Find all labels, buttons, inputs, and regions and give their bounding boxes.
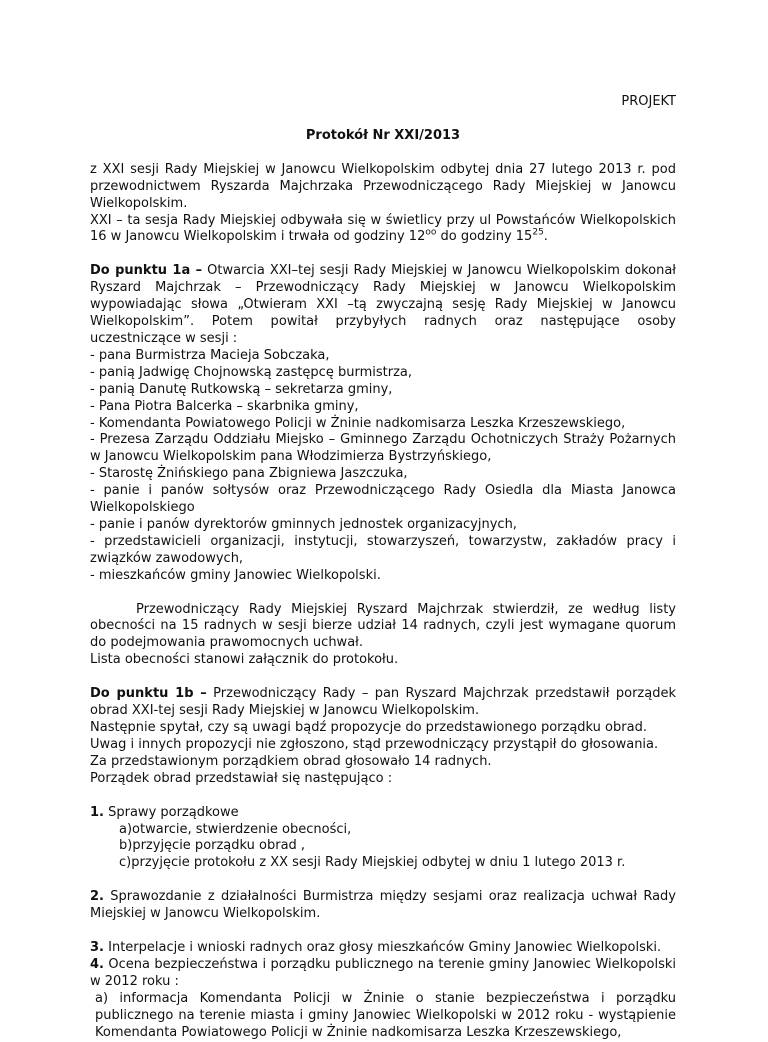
attendee-item: - przedstawicieli organizacji, instytucji, stowarzyszeń, towarzystw, zakładów pracy i związków zawodowych, xyxy=(90,533,676,566)
agenda-items-3-4 xyxy=(90,940,676,1041)
attendee-item: - Prezesa Zarządu Oddziału Miejsko – Gminnego Zarządu Ochotniczych Straży Pożarnych w Janowcu Wielkopolskim pana Włodzimierza Bystrzyńskiego, xyxy=(90,432,676,465)
session-location-paragraph xyxy=(90,213,676,247)
agenda-item-number: 2. xyxy=(90,889,104,905)
attendance-note: Lista obecności stanowi załącznik do protokołu. xyxy=(90,652,399,668)
location-text: XXI – ta sesja Rady Miejskiej odbywała się w świetlicy przy ul Powstańców Wielkopolskich 16 w Janowcu Wielkopolskim i trwała od godziny 12 xyxy=(90,212,676,245)
attendee-item: - mieszkańców gminy Janowiec Wielkopolski. xyxy=(90,567,381,583)
agenda-subitem: b)przyjęcie porządku obrad , xyxy=(119,838,306,854)
agenda-item-4a-paragraph: a) informacja Komendanta Policji w Żninie o stanie bezpieczeństwa i porządku publicznego na terenie miasta i gminy Janowiec Wielkopolski w 2012 roku - wystąpienie Komendanta Powiatowego Policji w Żninie nadkomisarza Leszka Krzeszewskiego, xyxy=(95,990,676,1040)
section-1b-line: Następnie spytał, czy są uwagi bądź propozycje do przedstawionego porządku obrad. xyxy=(90,720,647,735)
agenda-item-number: 4. xyxy=(90,956,104,972)
intro-paragraph: z XXI sesji Rady Miejskiej w Janowcu Wielkopolskim odbytej dnia 27 lutego 2013 r. pod przewodnictwem Ryszarda Majchrzaka Przewodniczącego Rady Miejskiej w Janowcu Wielkopolskim. xyxy=(90,161,676,211)
draft-label: PROJEKT xyxy=(621,94,676,109)
section-1b xyxy=(90,686,676,787)
attendee-item: - Pana Piotra Balcerka – skarbnika gminy, xyxy=(90,398,359,414)
document-title: Protokół Nr XXI/2013 xyxy=(305,127,461,143)
agenda-item-4-paragraph xyxy=(90,957,676,991)
start-time-superscript: oo xyxy=(425,228,437,239)
end-time-text: do godziny 15 xyxy=(436,229,533,245)
agenda-item-number: 3. xyxy=(90,940,104,956)
intro-block xyxy=(90,162,676,247)
attendee-item: - panie i panów dyrektorów gminnych jednostek organizacyjnych, xyxy=(90,516,517,532)
attendee-item: - panie i panów sołtysów oraz Przewodniczącego Rady Osiedla dla Miasta Janowca Wielkopolskiego xyxy=(90,483,676,516)
section-1b-line: Uwag i innych propozycji nie zgłoszono, stąd przewodniczący przystąpił do głosowania. xyxy=(90,736,659,752)
section-1a-text: Otwarcia XXI–tej sesji Rady Miejskiej w Janowcu Wielkopolskim dokonał Ryszard Majchrzak – Przewodniczący Rady Miejskiej w Janowcu Wielkopolskim wypowiadając słowa „Otwieram XXI –tą zwyczajną sesję Rady Miejskiej w Janowcu Wielkopolskim”. Potem powitał przybyłych radnych oraz następujące osoby uczestniczące w sesji : xyxy=(90,263,676,346)
agenda-item-1 xyxy=(90,805,676,873)
attendee-item: - panią Danutę Rutkowską – sekretarza gminy, xyxy=(90,381,393,397)
attendee-item: - pana Burmistrza Macieja Sobczaka, xyxy=(90,347,330,363)
agenda-subitem: a)otwarcie, stwierdzenie obecności, xyxy=(119,821,352,837)
agenda-item-text: Ocena bezpieczeństwa i porządku publicznego na terenie gminy Janowiec Wielkopolski w 2012 roku : xyxy=(90,956,676,989)
agenda-item-text: Sprawy porządkowe xyxy=(103,804,239,820)
agenda-item-1-heading xyxy=(90,805,676,822)
agenda-item-2-paragraph xyxy=(90,889,676,923)
agenda-item-3-paragraph xyxy=(90,940,676,957)
attendee-item: - panią Jadwigę Chojnowską zastępcę burmistrza, xyxy=(90,364,412,380)
end-time-superscript: 25 xyxy=(532,228,544,239)
agenda-subitem: c)przyjęcie protokołu z XX sesji Rady Miejskiej odbytej w dniu 1 lutego 2013 r. xyxy=(119,855,626,871)
section-1a-paragraph xyxy=(90,263,676,348)
attendee-item: - Starostę Żnińskiego pana Zbigniewa Jaszczuka, xyxy=(90,466,408,482)
quorum-paragraph: Przewodniczący Rady Miejskiej Ryszard Majchrzak stwierdził, ze według listy obecności na 15 radnych w sesji bierze udział 14 radnych, czyli jest wymagane quorum do podejmowania prawomocnych uchwał. xyxy=(90,601,676,651)
section-1a-label: Do punktu 1a – xyxy=(90,263,203,279)
section-1b-text: Przewodniczący Rady – pan Ryszard Majchrzak przedstawił porządek obrad XXI-tej sesji Rady Miejskiej w Janowcu Wielkopolskim. xyxy=(90,686,676,719)
section-1a xyxy=(90,263,676,584)
section-1b-line: Za przedstawionym porządkiem obrad głosowało 14 radnych. xyxy=(90,753,492,769)
agenda-item-number: 1. xyxy=(90,804,104,820)
section-1b-label: Do punktu 1b – xyxy=(90,686,207,702)
quorum-block xyxy=(90,602,676,670)
section-1b-line: Porządek obrad przedstawiał się następująco : xyxy=(90,770,393,786)
agenda-item-2 xyxy=(90,889,676,923)
agenda-item-text: Interpelacje i wnioski radnych oraz głosy mieszkańców Gminy Janowiec Wielkopolski. xyxy=(103,940,662,956)
sentence-end: . xyxy=(543,229,548,245)
attendee-item: - Komendanta Powiatowego Policji w Żninie nadkomisarza Leszka Krzeszewskiego, xyxy=(90,415,626,431)
section-1b-paragraph xyxy=(90,686,676,720)
agenda-item-text: Sprawozdanie z działalności Burmistrza między sesjami oraz realizacja uchwał Rady Miejskiej w Janowcu Wielkopolskim. xyxy=(90,889,676,922)
document-page xyxy=(90,94,676,1042)
